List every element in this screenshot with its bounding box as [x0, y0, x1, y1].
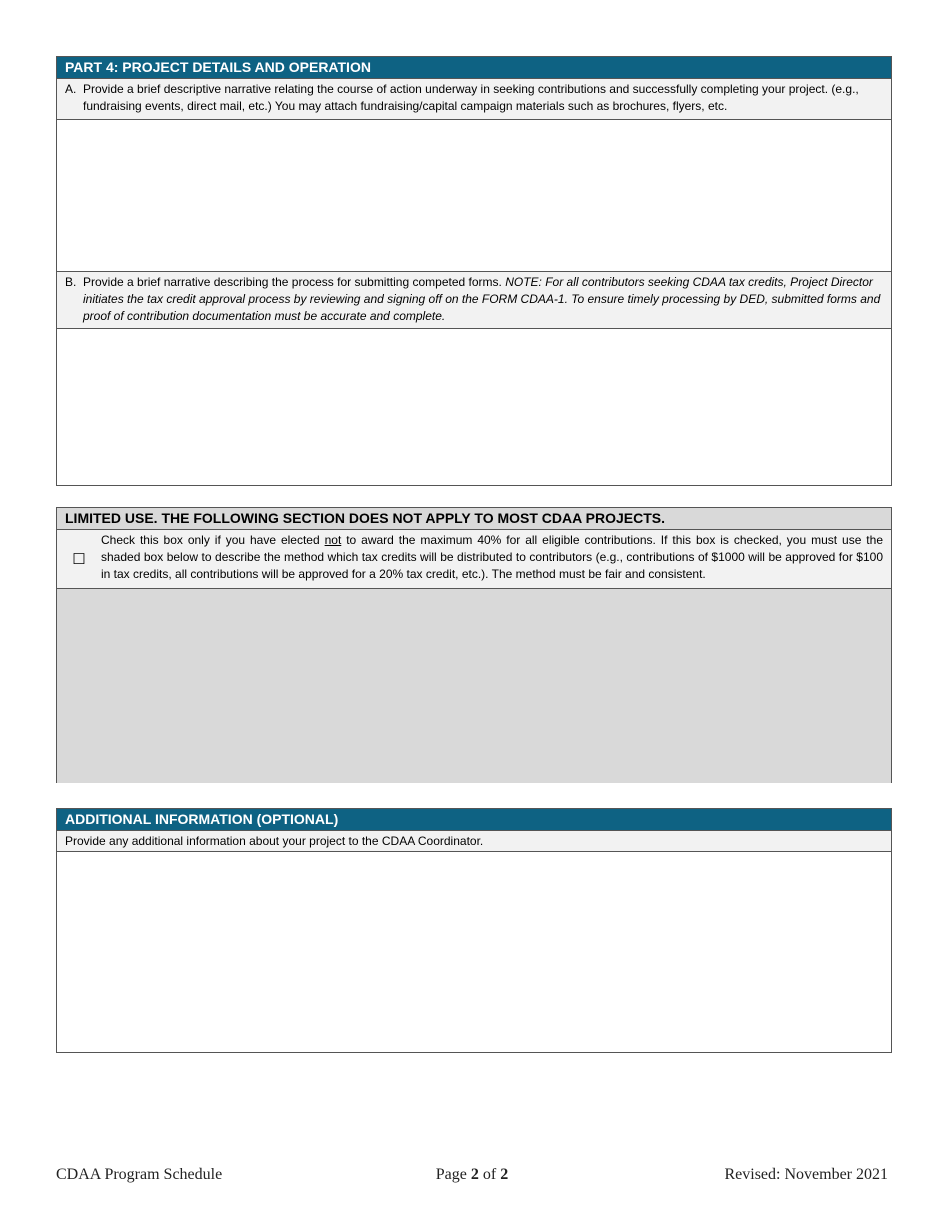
- additional-info-section: [56, 808, 892, 1053]
- footer-revised-date: Revised: November 2021: [724, 1166, 888, 1183]
- question-b-note: NOTE: For all contributors seeking CDAA tax credits, Project Director initiates the tax credit approval process by reviewing and signing off on the FORM CDAA-1. To ensure timely processing by DED, submitted forms and proof of contribution documentation must be accurate and complete.: [83, 275, 881, 323]
- part4-header: PART 4: PROJECT DETAILS AND OPERATION: [57, 57, 891, 79]
- limited-use-answer-field[interactable]: [57, 589, 891, 783]
- question-b-label: B.: [65, 275, 77, 289]
- footer-page-of: of: [482, 1166, 497, 1183]
- additional-info-text: Provide any additional information about your project to the CDAA Coordinator.: [65, 834, 484, 848]
- limited-text-underlined: not: [324, 533, 342, 547]
- question-a: [57, 79, 891, 120]
- limited-text-after: to award the maximum 40% for all eligible contributions. If this box is checked, you must use the shaded box below to describe the method which tax credits will be distributed to contributors (e.g., contributions of $1000 will be approved for $100 in tax credits, all contributions will be approved for a 20% tax credit, etc.). The method must be fair and consistent.: [101, 533, 883, 581]
- answer-a-field[interactable]: [57, 120, 891, 272]
- additional-info-answer-field[interactable]: [57, 852, 891, 1052]
- answer-b-field[interactable]: [57, 329, 891, 485]
- limited-use-checkbox[interactable]: ☐: [72, 550, 86, 568]
- question-b: [57, 272, 891, 329]
- limited-use-text: [101, 532, 891, 586]
- question-a-label: A.: [65, 82, 77, 96]
- footer-program-name: CDAA Program Schedule: [56, 1166, 223, 1183]
- footer-page-current: 2: [470, 1166, 479, 1183]
- limited-use-instruction: [57, 530, 891, 589]
- footer-page-prefix: Page: [435, 1166, 467, 1183]
- limited-use-header: LIMITED USE. THE FOLLOWING SECTION DOES NOT APPLY TO MOST CDAA PROJECTS.: [57, 508, 891, 530]
- question-a-text: Provide a brief descriptive narrative relating the course of action underway in seeking contributions and successfully completing your project. (e.g., fundraising events, direct mail, etc.) You may attach fundraising/capital campaign materials such as brochures, flyers, etc.: [83, 82, 859, 113]
- limited-use-section: [56, 507, 892, 783]
- limited-text-before: Check this box only if you have elected: [101, 533, 320, 547]
- question-b-text: [83, 274, 891, 325]
- page-footer: [56, 1166, 888, 1188]
- question-b-main: Provide a brief narrative describing the process for submitting competed forms.: [83, 275, 502, 289]
- additional-info-instruction: [57, 831, 891, 852]
- part4-section: [56, 56, 892, 486]
- additional-info-header: ADDITIONAL INFORMATION (OPTIONAL): [57, 809, 891, 831]
- footer-page-total: 2: [500, 1166, 509, 1183]
